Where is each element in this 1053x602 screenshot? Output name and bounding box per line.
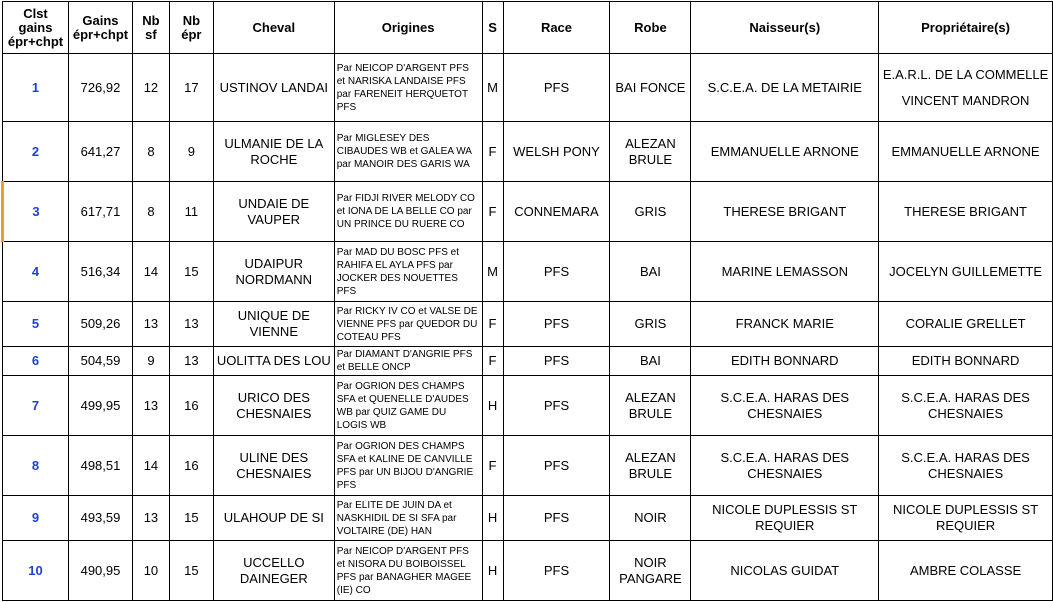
- origins-cell: Par OGRION DES CHAMPS SFA et QUENELLE D'AUDES WB par QUIZ GAME DU LOGIS WB: [334, 376, 482, 436]
- coat-cell: ALEZAN BRULE: [610, 376, 691, 436]
- breed-cell: PFS: [503, 347, 610, 376]
- owner-cell: NICOLE DUPLESSIS ST REQUIER: [879, 496, 1053, 541]
- horse-name-cell: ULAHOUP DE SI: [213, 496, 334, 541]
- owner-cell: S.C.E.A. HARAS DES CHESNAIES: [879, 436, 1053, 496]
- gains-cell: 498,51: [68, 436, 132, 496]
- sex-cell: M: [482, 242, 503, 302]
- origins-cell: Par OGRION DES CHAMPS SFA et KALINE DE CANVILLE PFS par UN BIJOU D'ANGRIE PFS: [334, 436, 482, 496]
- coat-cell: ALEZAN BRULE: [610, 436, 691, 496]
- horse-name-cell: ULINE DES CHESNAIES: [213, 436, 334, 496]
- horse-name-cell: URICO DES CHESNAIES: [213, 376, 334, 436]
- coat-cell: GRIS: [610, 182, 691, 242]
- nb-sf-cell: 13: [132, 302, 169, 347]
- nb-epr-cell: 9: [169, 122, 213, 182]
- table-row: [3, 496, 1053, 541]
- owner-cell: [879, 54, 1053, 122]
- breeder-cell: THERESE BRIGANT: [691, 182, 879, 242]
- nb-epr-cell: 15: [169, 242, 213, 302]
- coat-cell: NOIR PANGARE: [610, 541, 691, 601]
- gains-cell: 504,59: [68, 347, 132, 376]
- owner-line-2: VINCENT MANDRON: [901, 92, 1030, 108]
- coat-cell: NOIR: [610, 496, 691, 541]
- header-race: Race: [503, 2, 610, 54]
- rank-cell: 5: [3, 302, 69, 347]
- horse-name-cell: ULMANIE DE LA ROCHE: [213, 122, 334, 182]
- gains-cell: 499,95: [68, 376, 132, 436]
- origins-cell: Par NEICOP D'ARGENT PFS et NARISKA LANDAISE PFS par FARENEIT HERQUETOT PFS: [334, 54, 482, 122]
- header-naisseurs: Naisseur(s): [691, 2, 879, 54]
- breed-cell: PFS: [503, 436, 610, 496]
- breeder-cell: NICOLE DUPLESSIS ST REQUIER: [691, 496, 879, 541]
- breeder-cell: FRANCK MARIE: [691, 302, 879, 347]
- nb-sf-cell: 14: [132, 436, 169, 496]
- rank-cell: 7: [3, 376, 69, 436]
- nb-epr-cell: 15: [169, 541, 213, 601]
- ranking-table: [1, 1, 1053, 601]
- horse-name-cell: UCCELLO DAINEGER: [213, 541, 334, 601]
- rank-cell: 9: [3, 496, 69, 541]
- breed-cell: PFS: [503, 541, 610, 601]
- nb-sf-cell: 13: [132, 376, 169, 436]
- header-proprietaires: Propriétaire(s): [879, 2, 1053, 54]
- coat-cell: BAI: [610, 347, 691, 376]
- table-row: [3, 182, 1053, 242]
- breeder-cell: S.C.E.A. HARAS DES CHESNAIES: [691, 436, 879, 496]
- gains-cell: 490,95: [68, 541, 132, 601]
- origins-cell: Par MAD DU BOSC PFS et RAHIFA EL AYLA PFS par JOCKER DES NOUETTES PFS: [334, 242, 482, 302]
- gains-cell: 641,27: [68, 122, 132, 182]
- sex-cell: F: [482, 182, 503, 242]
- rank-cell: 8: [3, 436, 69, 496]
- horse-name-cell: USTINOV LANDAI: [213, 54, 334, 122]
- breeder-cell: MARINE LEMASSON: [691, 242, 879, 302]
- nb-epr-cell: 13: [169, 302, 213, 347]
- table-row: [3, 376, 1053, 436]
- horse-name-cell: UOLITTA DES LOU: [213, 347, 334, 376]
- nb-sf-cell: 14: [132, 242, 169, 302]
- rank-cell: 4: [3, 242, 69, 302]
- breed-cell: PFS: [503, 54, 610, 122]
- gains-cell: 617,71: [68, 182, 132, 242]
- nb-epr-cell: 13: [169, 347, 213, 376]
- gains-cell: 726,92: [68, 54, 132, 122]
- rank-cell: 6: [3, 347, 69, 376]
- rank-cell: 10: [3, 541, 69, 601]
- coat-cell: ALEZAN BRULE: [610, 122, 691, 182]
- nb-sf-cell: 10: [132, 541, 169, 601]
- gains-cell: 509,26: [68, 302, 132, 347]
- sex-cell: F: [482, 436, 503, 496]
- breeder-cell: NICOLAS GUIDAT: [691, 541, 879, 601]
- header-sexe: S: [482, 2, 503, 54]
- table-row: [3, 436, 1053, 496]
- origins-cell: Par MIGLESEY DES CIBAUDES WB et GALEA WA par MANOIR DES GARIS WA: [334, 122, 482, 182]
- header-gains: Gains épr+chpt: [68, 2, 132, 54]
- breed-cell: WELSH PONY: [503, 122, 610, 182]
- table-row: [3, 541, 1053, 601]
- gains-cell: 493,59: [68, 496, 132, 541]
- origins-cell: Par NEICOP D'ARGENT PFS et NISORA DU BOIBOISSEL PFS par BANAGHER MAGEE (IE) CO: [334, 541, 482, 601]
- breeder-cell: S.C.E.A. HARAS DES CHESNAIES: [691, 376, 879, 436]
- nb-epr-cell: 16: [169, 436, 213, 496]
- sex-cell: H: [482, 376, 503, 436]
- breed-cell: PFS: [503, 242, 610, 302]
- origins-cell: Par RICKY IV CO et VALSE DE VIENNE PFS par QUEDOR DU COTEAU PFS: [334, 302, 482, 347]
- owner-cell: S.C.E.A. HARAS DES CHESNAIES: [879, 376, 1053, 436]
- nb-epr-cell: 15: [169, 496, 213, 541]
- sex-cell: H: [482, 541, 503, 601]
- coat-cell: BAI FONCE: [610, 54, 691, 122]
- table-row: [3, 122, 1053, 182]
- horse-name-cell: UNDAIE DE VAUPER: [213, 182, 334, 242]
- nb-epr-cell: 16: [169, 376, 213, 436]
- owner-line-1: E.A.R.L. DE LA COMMELLE: [882, 66, 1049, 82]
- breeder-cell: EMMANUELLE ARNONE: [691, 122, 879, 182]
- header-nb-epr: Nb épr: [169, 2, 213, 54]
- header-robe: Robe: [610, 2, 691, 54]
- nb-sf-cell: 13: [132, 496, 169, 541]
- rank-cell: 2: [3, 122, 69, 182]
- nb-sf-cell: 8: [132, 182, 169, 242]
- header-clst: Clst gains épr+chpt: [3, 2, 69, 54]
- owner-cell: AMBRE COLASSE: [879, 541, 1053, 601]
- breed-cell: PFS: [503, 376, 610, 436]
- origins-cell: Par DIAMANT D'ANGRIE PFS et BELLE ONCP: [334, 347, 482, 376]
- breeder-cell: S.C.E.A. DE LA METAIRIE: [691, 54, 879, 122]
- breed-cell: CONNEMARA: [503, 182, 610, 242]
- nb-sf-cell: 9: [132, 347, 169, 376]
- breed-cell: PFS: [503, 302, 610, 347]
- nb-epr-cell: 17: [169, 54, 213, 122]
- rank-cell: 3: [3, 182, 69, 242]
- coat-cell: BAI: [610, 242, 691, 302]
- horse-name-cell: UDAIPUR NORDMANN: [213, 242, 334, 302]
- breeder-cell: EDITH BONNARD: [691, 347, 879, 376]
- nb-epr-cell: 11: [169, 182, 213, 242]
- table-row: [3, 54, 1053, 122]
- rank-cell: 1: [3, 54, 69, 122]
- horse-name-cell: UNIQUE DE VIENNE: [213, 302, 334, 347]
- header-cheval: Cheval: [213, 2, 334, 54]
- owner-cell: JOCELYN GUILLEMETTE: [879, 242, 1053, 302]
- header-origines: Origines: [334, 2, 482, 54]
- sex-cell: H: [482, 496, 503, 541]
- nb-sf-cell: 12: [132, 54, 169, 122]
- table-row: [3, 347, 1053, 376]
- table-row: [3, 302, 1053, 347]
- owner-cell: EMMANUELLE ARNONE: [879, 122, 1053, 182]
- gains-cell: 516,34: [68, 242, 132, 302]
- table-row: [3, 242, 1053, 302]
- breed-cell: PFS: [503, 496, 610, 541]
- owner-cell: CORALIE GRELLET: [879, 302, 1053, 347]
- header-row: [3, 2, 1053, 54]
- sex-cell: F: [482, 122, 503, 182]
- origins-cell: Par FIDJI RIVER MELODY CO et IONA DE LA BELLE CO par UN PRINCE DU RUERE CO: [334, 182, 482, 242]
- coat-cell: GRIS: [610, 302, 691, 347]
- nb-sf-cell: 8: [132, 122, 169, 182]
- sex-cell: M: [482, 54, 503, 122]
- sex-cell: F: [482, 302, 503, 347]
- origins-cell: Par ELITE DE JUIN DA et NASKHIDIL DE SI SFA par VOLTAIRE (DE) HAN: [334, 496, 482, 541]
- owner-cell: EDITH BONNARD: [879, 347, 1053, 376]
- sex-cell: F: [482, 347, 503, 376]
- owner-cell: THERESE BRIGANT: [879, 182, 1053, 242]
- header-nb-sf: Nb sf: [132, 2, 169, 54]
